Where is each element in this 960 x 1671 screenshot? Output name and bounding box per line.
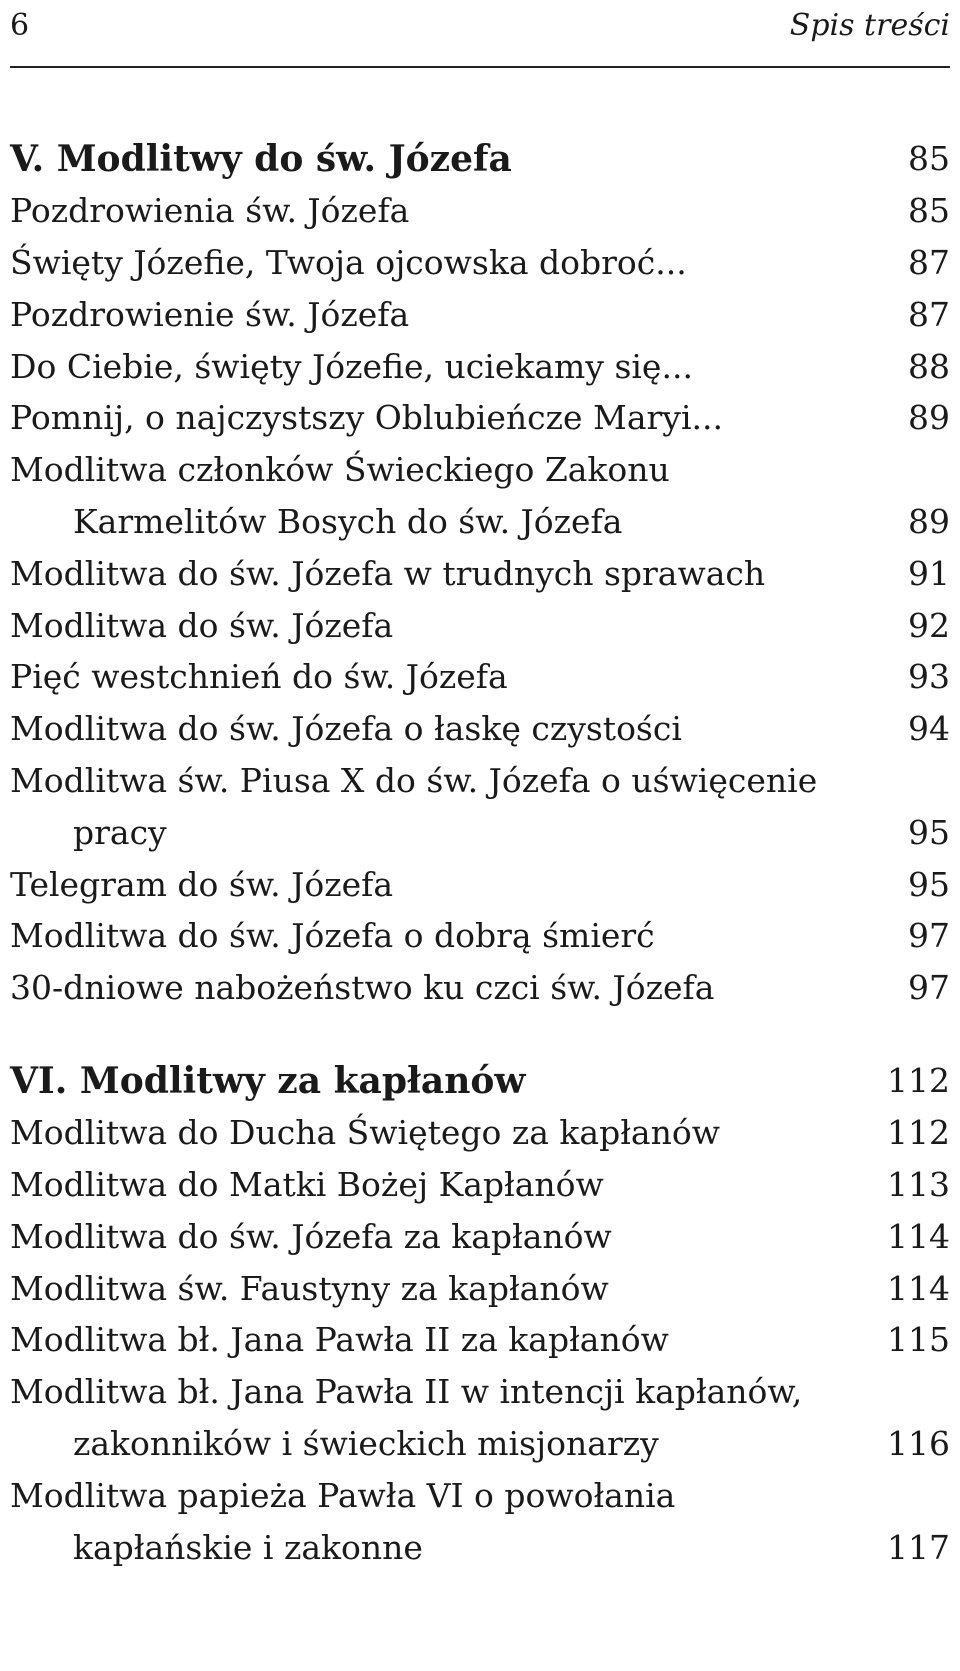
toc-entry [10,858,950,910]
toc-entry [10,547,950,599]
page-ref: 113 [887,1164,950,1204]
page-ref: 95 [908,864,950,904]
section-title: V. Modlitwy do św. Józefa [10,137,512,180]
page-ref: 116 [887,1423,950,1463]
toc-entry [10,1262,950,1314]
page-ref: 89 [908,398,950,438]
toc-entry [10,1159,950,1211]
page-ref: 85 [908,139,950,179]
entry-title: Pozdrowienie św. Józefa [10,294,410,334]
entry-title: Modlitwa członków Świeckiego Zakonu [10,450,670,490]
toc-entry-continuation [10,496,950,548]
toc-entry-line-1 [10,755,950,807]
entry-title: Do Ciebie, święty Józefie, uciekamy się... [10,346,693,386]
page-ref: 97 [908,968,950,1008]
page-number: 6 [10,8,30,43]
toc-entry [10,288,950,340]
entry-title: Modlitwa do św. Józefa za kapłanów [10,1216,612,1256]
toc-entry-continuation [10,806,950,858]
entry-title: Pozdrowienia św. Józefa [10,191,410,231]
entry-title: Modlitwa papieża Pawła VI o powołania [10,1475,676,1515]
entry-title: 30-dniowe nabożeństwo ku czci św. Józefa [10,968,715,1008]
toc-entry [10,1210,950,1262]
toc-entry [10,910,950,962]
page-ref: 93 [908,657,950,697]
page-ref: 89 [908,501,950,541]
section-title: VI. Modlitwy za kapłanów [10,1059,526,1102]
entry-title: Modlitwa do Ducha Świętego za kapłanów [10,1113,720,1153]
toc-entry-line-1 [10,1469,950,1521]
entry-title: Telegram do św. Józefa [10,864,394,904]
toc-entry-line-1 [10,1366,950,1418]
toc-entry [10,237,950,289]
page-ref: 114 [887,1268,950,1308]
entry-title-continuation: Karmelitów Bosych do św. Józefa [73,501,623,541]
entry-title-continuation: zakonników i świeckich misjonarzy [73,1423,659,1463]
entry-title: Modlitwa bł. Jana Pawła II w intencji kapłanów, [10,1372,803,1412]
toc-entry-line-1 [10,444,950,496]
page-ref: 87 [908,242,950,282]
page-ref: 92 [908,605,950,645]
entry-title: Modlitwa św. Faustyny za kapłanów [10,1268,609,1308]
page-ref: 112 [887,1061,950,1101]
page-ref: 115 [887,1320,950,1360]
page-ref: 95 [908,812,950,852]
section-heading [10,133,950,185]
page-ref: 112 [887,1113,950,1153]
page-ref: 117 [887,1527,950,1567]
entry-title: Modlitwa bł. Jana Pawła II za kapłanów [10,1320,669,1360]
entry-title: Modlitwa do św. Józefa w trudnych sprawach [10,553,766,593]
toc-entry [10,1107,950,1159]
page-ref: 97 [908,916,950,956]
entry-title: Modlitwa do św. Józefa o łaskę czystości [10,709,682,749]
page-ref: 88 [908,346,950,386]
entry-title: Pięć westchnień do św. Józefa [10,657,508,697]
toc-entry-continuation [10,1418,950,1470]
toc-entry [10,703,950,755]
toc-entry [10,599,950,651]
page-header [10,0,950,68]
entry-title: Święty Józefie, Twoja ojcowska dobroć... [10,242,687,282]
page-ref: 85 [908,191,950,231]
page-ref: 87 [908,294,950,334]
entry-title: Modlitwa do św. Józefa o dobrą śmierć [10,916,655,956]
toc-section-v [10,133,950,1014]
entry-title-continuation: pracy [73,812,167,852]
page-ref: 91 [908,553,950,593]
toc-entry [10,392,950,444]
toc-entry [10,340,950,392]
page-ref: 94 [908,709,950,749]
entry-title: Modlitwa do Matki Bożej Kapłanów [10,1164,604,1204]
entry-title: Modlitwa św. Piusa X do św. Józefa o uświęcenie [10,760,818,800]
running-title: Spis treści [789,8,950,43]
toc-section-vi [10,1055,950,1573]
entry-title: Pomnij, o najczystszy Oblubieńcze Maryi... [10,398,723,438]
entry-title: Modlitwa do św. Józefa [10,605,394,645]
section-heading [10,1055,950,1107]
toc-entry [10,651,950,703]
toc-entry [10,1314,950,1366]
entry-title-continuation: kapłańskie i zakonne [73,1527,423,1567]
page-ref: 114 [887,1216,950,1256]
toc-entry [10,185,950,237]
toc-entry [10,962,950,1014]
toc-entry-continuation [10,1521,950,1573]
